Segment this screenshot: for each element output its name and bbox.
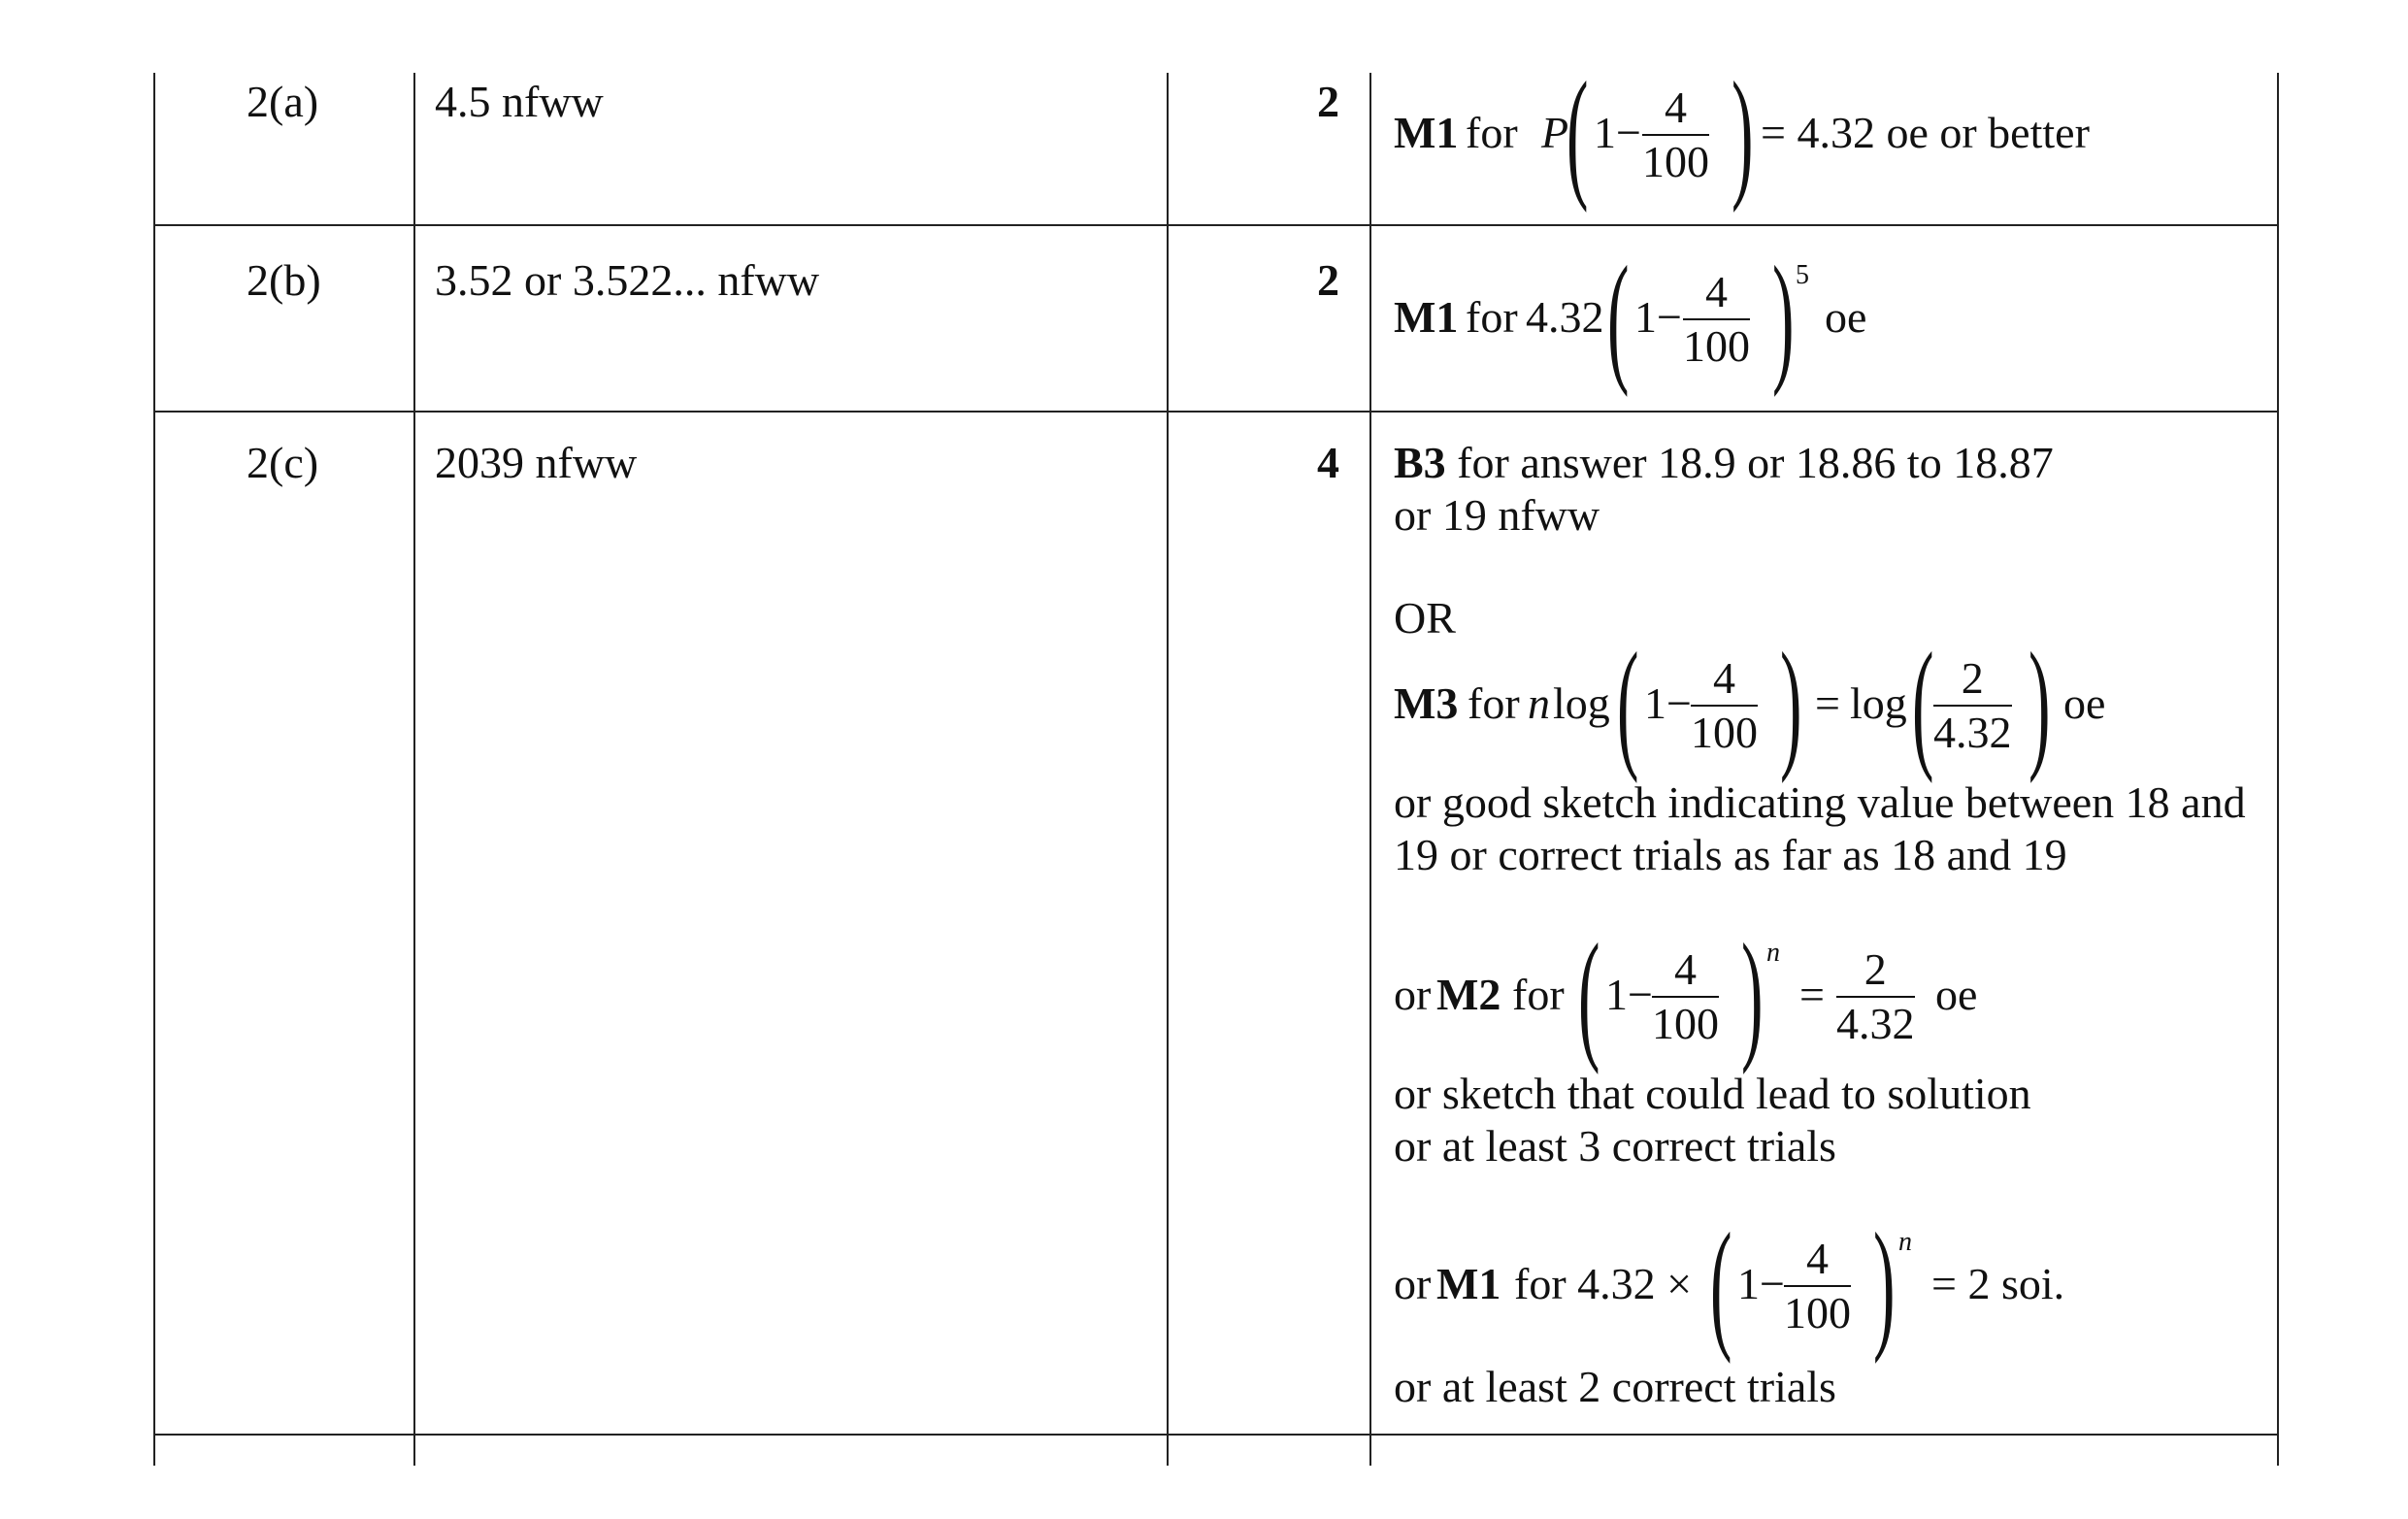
variable-p: P: [1541, 108, 1569, 157]
one-minus: 1−: [1605, 970, 1653, 1019]
mark-code: M1: [1436, 1259, 1501, 1308]
close-paren: ): [1780, 623, 1802, 784]
formula-tail: oe: [1825, 292, 1867, 342]
open-paren: (: [1578, 914, 1600, 1075]
answer-cell: 2039 nfww: [435, 438, 638, 487]
table-border-left: [153, 73, 155, 1466]
m2-formula: [1388, 914, 2261, 1075]
denominator: 4.32: [1836, 999, 1915, 1048]
log-word: log: [1850, 678, 1907, 728]
close-paren: ): [1732, 52, 1754, 214]
open-paren: (: [1567, 52, 1589, 214]
b3-text: for answer 18.9 or 18.86 to 18.87: [1457, 438, 2054, 487]
exponent: n: [1766, 938, 1780, 968]
m3-line-3: 19 or correct trials as far as 18 and 19: [1394, 830, 2067, 879]
formula-tail: = 2 soi.: [1931, 1259, 2065, 1308]
row-divider-3: [153, 1434, 2279, 1436]
m1-line-2: or at least 2 correct trials: [1394, 1362, 1836, 1411]
open-paren: (: [1617, 623, 1639, 784]
row-divider-1: [153, 224, 2279, 226]
denominator: 100: [1642, 137, 1709, 186]
close-paren: ): [1741, 914, 1764, 1075]
for-word: for: [1466, 292, 1518, 342]
marks-cell: 2: [1317, 77, 1339, 126]
for-word: for 4.32 ×: [1514, 1259, 1693, 1308]
m3-formula: [1388, 623, 2261, 784]
log-word: log: [1553, 678, 1610, 728]
mark-code: M1: [1394, 292, 1459, 342]
open-paren: (: [1710, 1204, 1732, 1365]
numerator: 2: [1836, 943, 1915, 998]
denominator: 100: [1652, 999, 1719, 1048]
equals-sign: =: [1799, 970, 1825, 1019]
denominator: 100: [1691, 708, 1758, 757]
question-number: 2(b): [247, 255, 321, 305]
formula-tail: oe: [2063, 678, 2106, 728]
one-minus: 1−: [1594, 108, 1641, 157]
for-word: for: [1466, 108, 1518, 157]
denominator: 100: [1784, 1288, 1851, 1337]
mark-code: M2: [1436, 970, 1501, 1019]
b3-line-2: or 19 nfww: [1394, 490, 1600, 540]
marks-cell: 4: [1317, 438, 1339, 487]
fraction: [1642, 82, 1709, 188]
formula-tail: = 4.32 oe or better: [1761, 108, 2090, 157]
question-number: 2(a): [247, 77, 319, 126]
numerator: 4: [1642, 82, 1709, 136]
equals-sign: =: [1815, 678, 1840, 728]
numerator: 4: [1683, 266, 1750, 320]
denominator: 4.32: [1933, 708, 2012, 757]
denominator: 100: [1683, 321, 1750, 371]
coefficient: 4.32: [1526, 292, 1604, 342]
table-border-right: [2277, 73, 2279, 1466]
fraction: [1836, 943, 1915, 1050]
close-paren: ): [2029, 623, 2051, 784]
guidance-formula: [1388, 237, 2261, 398]
answer-cell: 4.5 nfww: [435, 77, 604, 126]
fraction: [1652, 943, 1719, 1050]
open-paren: (: [1912, 623, 1934, 784]
or-label: OR: [1394, 593, 1456, 643]
row-divider-2: [153, 411, 2279, 413]
for-word: for: [1468, 678, 1520, 728]
one-minus: 1−: [1737, 1259, 1785, 1308]
b3-line: [1394, 437, 2054, 489]
or-word: or: [1394, 1259, 1432, 1308]
mark-code: M3: [1394, 678, 1459, 728]
close-paren: ): [1772, 237, 1795, 398]
guidance-formula: [1388, 52, 2261, 214]
fraction: [1784, 1233, 1851, 1339]
variable-n: n: [1528, 678, 1550, 728]
open-paren: (: [1607, 237, 1630, 398]
table-divider-question: [413, 73, 415, 1466]
or-word: or: [1394, 970, 1432, 1019]
table-divider-marks: [1369, 73, 1371, 1466]
m3-line-2: or good sketch indicating value between 18 and: [1394, 777, 2246, 827]
exponent: 5: [1796, 260, 1809, 290]
question-number: 2(c): [247, 438, 319, 487]
answer-cell: 3.52 or 3.522... nfww: [435, 255, 820, 305]
close-paren: ): [1873, 1204, 1896, 1365]
formula-tail: oe: [1935, 970, 1978, 1019]
m2-line-2: or sketch that could lead to solution: [1394, 1069, 2031, 1118]
fraction: [1683, 266, 1750, 373]
mark-code: B3: [1394, 438, 1446, 487]
numerator: 2: [1933, 652, 2012, 707]
fraction: [1933, 652, 2012, 759]
exponent: n: [1898, 1227, 1912, 1257]
m1-formula: [1388, 1204, 2261, 1365]
table-divider-answer: [1167, 73, 1169, 1466]
m2-line-3: or at least 3 correct trials: [1394, 1121, 1836, 1171]
numerator: 4: [1691, 652, 1758, 707]
fraction: [1691, 652, 1758, 759]
numerator: 4: [1784, 1233, 1851, 1287]
for-word: for: [1512, 970, 1565, 1019]
marks-cell: 2: [1317, 255, 1339, 305]
numerator: 4: [1652, 943, 1719, 998]
mark-code: M1: [1394, 108, 1459, 157]
one-minus: 1−: [1644, 678, 1692, 728]
one-minus: 1−: [1634, 292, 1682, 342]
